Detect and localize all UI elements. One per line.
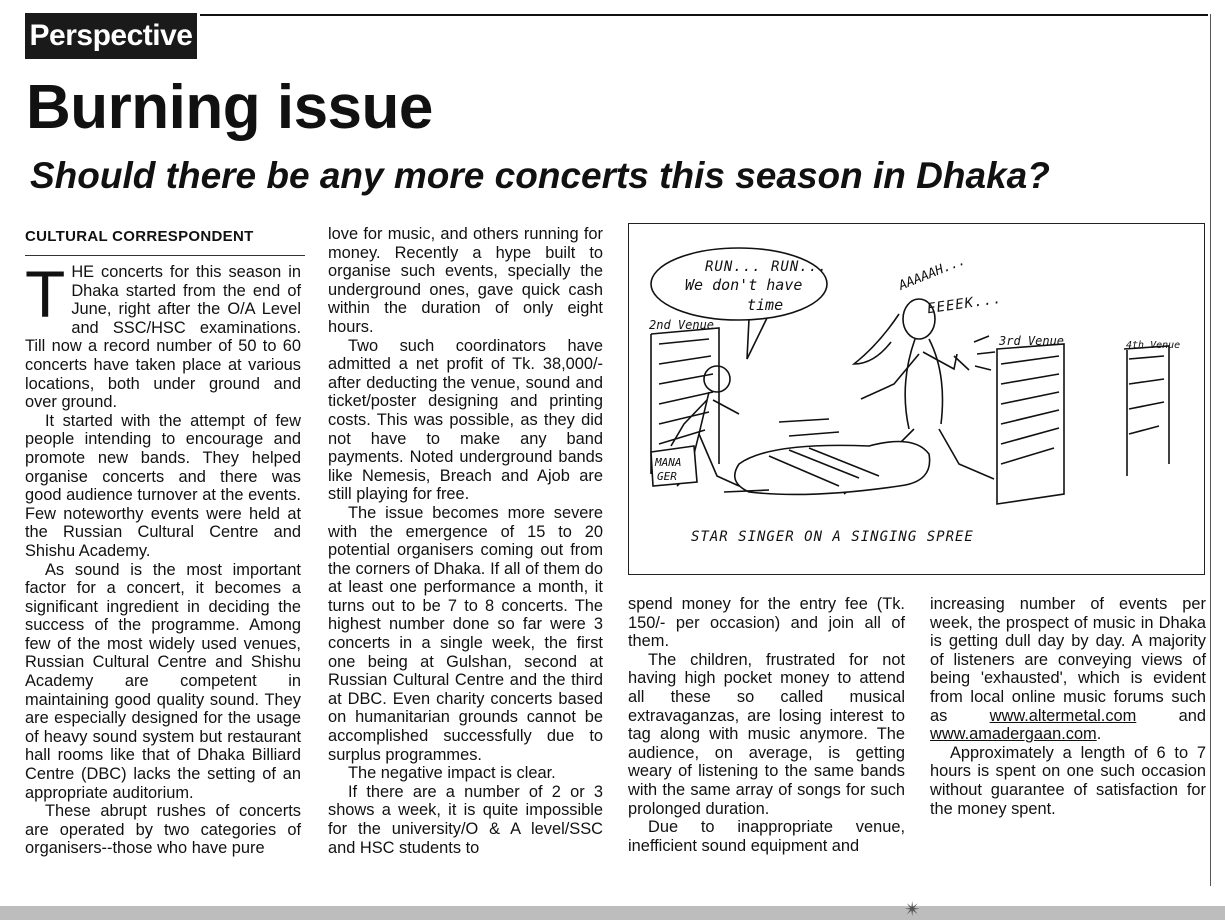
paragraph: Due to inappropriate venue, inefficient sound equipment and	[628, 818, 905, 855]
paragraph: As sound is the most important factor for a concert, it becomes a significant ingredient in deciding the success of the programme. Among few of the most widely used venues, Russian Cultural Centre and Shishu Academy are competent in maintaining good quality sound. They are especially designed for the usage of heavy sound system but restaurant hall rooms like that of Dhaka Billiard Centre (DBC) lacks the setting of an appropriate auditorium.	[25, 560, 301, 802]
drop-cap: T	[25, 257, 66, 331]
article-column-2	[328, 225, 603, 857]
speech-line-2: We don't have	[685, 276, 803, 294]
paragraph-text: HE concerts for this season in Dhaka started from the end of June, right after the O/A Level and SSC/HSC examinations. Till now a record number of 50 to 60 concerts have taken place at various locations, both under ground and over ground.	[25, 263, 301, 412]
byline-rule	[25, 255, 305, 256]
bag-label-1: MANA	[655, 456, 682, 469]
paragraph-text: increasing number of events per week, the prospect of music in Dhaka is getting dull day by day. A majority of listeners are conveying views of being 'exhausted', which is evident from local online music forums such as	[930, 595, 1206, 725]
paragraph: love for music, and others running for money. Recently a hype built to organise such events, specially the underground ones, gave quick cash within the duration of only eight hours.	[328, 225, 603, 336]
article-column-4	[930, 595, 1206, 818]
byline: CULTURAL CORRESPONDENT	[25, 228, 254, 245]
paragraph: Two such coordinators have admitted a net profit of Tk. 38,000/- after deducting the venue, sound and ticket/poster designing and printing costs. This was possible, as they did not have to make any band payments. Noted underground bands like Nemesis, Breach and Ajob are still playing for free.	[328, 336, 603, 504]
paragraph: Approximately a length of 6 to 7 hours is spent on one such occasion without guarantee of satisfaction for the money spent.	[930, 743, 1206, 818]
link-amadergaan[interactable]: www.amadergaan.com	[930, 725, 1097, 744]
top-rule	[200, 14, 1208, 16]
conjunction: and	[1178, 706, 1206, 725]
right-rule	[1210, 14, 1211, 886]
cartoon-illustration	[628, 223, 1205, 575]
speech-line-3: time	[747, 296, 784, 314]
bottom-bar	[0, 906, 1225, 920]
paragraph: The children, frustrated for not having high pocket money to attend all these so called musical extravaganzas, are losing interest to tag along with music anymore. The audience, on average, is getting weary of listening to the same bands with the same array of songs for such prolonged duration.	[628, 650, 905, 818]
paragraph	[930, 595, 1206, 744]
link-altermetal[interactable]: www.altermetal.com	[989, 706, 1137, 725]
article-column-3	[628, 595, 905, 855]
venue-label-3: 3rd Venue	[999, 334, 1065, 348]
cartoon-caption: STAR SINGER ON A SINGING SPREE	[691, 529, 974, 545]
scream-2: EEEEK...	[926, 290, 1004, 318]
paragraph: The negative impact is clear.	[348, 764, 556, 783]
paragraph	[25, 257, 301, 412]
venue-label-4: 4th Venue	[1126, 340, 1181, 351]
section-label: Perspective	[25, 13, 197, 59]
venue-label-2: 2nd Venue	[649, 318, 715, 332]
bag-label-2: GER	[657, 470, 677, 483]
scream-1: AAAAAH...	[896, 253, 968, 294]
paragraph: These abrupt rushes of concerts are operated by two categories of organisers--those who have pure	[25, 802, 301, 858]
headline: Burning issue	[26, 73, 433, 142]
subhead: Should there be any more concerts this season in Dhaka?	[30, 155, 1050, 196]
article-column-1	[25, 257, 301, 858]
paragraph: If there are a number of 2 or 3 shows a week, it is quite impossible for the university/O & A level/SSC and HSC students to	[328, 782, 603, 857]
paragraph: It started with the attempt of few people intending to encourage and promote new bands. They helped organise concerts and there was good audience turnover at the events. Few noteworthy events were held at the Russian Cultural Centre and Shishu Academy.	[25, 411, 301, 560]
speech-line-1: RUN... RUN...	[705, 259, 828, 275]
paragraph: spend money for the entry fee (Tk. 150/- per occasion) and join all of them.	[628, 595, 905, 651]
star-ornament-icon: ✴	[904, 899, 921, 921]
period: .	[1096, 725, 1102, 744]
paragraph: The issue becomes more severe with the emergence of 15 to 20 potential organisers coming out from the corners of Dhaka. If all of them do at least one performance a month, it turns out to be 7 to 8 concerts. The highest number done so far were 3 concerts in a single week, the first one being at Gulshan, second at Russian Cultural Centre and the third at DBC. Even charity concerts based on humanitarian grounds cannot be accomplished successfully due to surplus programmes.	[328, 503, 603, 764]
